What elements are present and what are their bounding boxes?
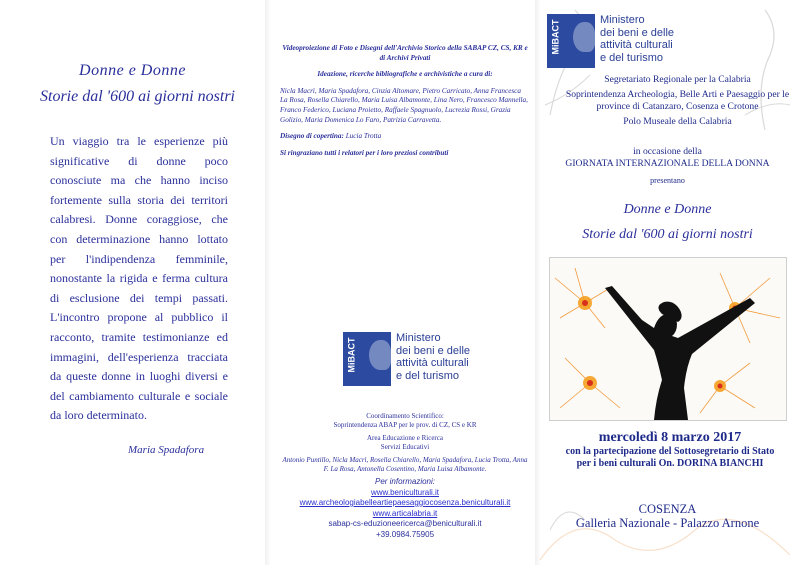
thanks-text: Si ringraziano tutti i relatori per i loro preziosi contributi	[280, 148, 449, 157]
link-soprintendenza[interactable]: www.archeologiabelleartiepaesaggiocosenza.beniculturali.it	[299, 498, 511, 507]
institution-1: Segretariato Regionale per la Calabria	[604, 74, 751, 85]
event-line-1: con la partecipazione del Sottosegretario di Stato	[565, 446, 775, 457]
logo-mark: MiBACT	[343, 332, 365, 386]
event-block	[545, 430, 795, 470]
logo-emblem-icon	[569, 14, 595, 68]
event-date: mercoledì 8 marzo 2017	[598, 430, 742, 445]
area-names: Antonio Puntillo, Nicla Macrì, Rosella Chiarello, Maria Spadafora, Lucia Trotta, Anna F. La Rosa, Antonella Cosentino, Maria Luisa Albamonte.	[282, 456, 528, 473]
left-title-line1: Donne e Donne	[79, 62, 186, 79]
left-title-line2: Storie dal '600 ai giorni nostri	[40, 88, 235, 105]
author-signature: Maria Spadafora	[128, 444, 205, 456]
ministry-logo	[343, 332, 470, 386]
event-city: COSENZA	[638, 502, 697, 516]
phone-contact: +39.0984.75905	[375, 529, 435, 539]
link-beniculturali[interactable]: www.beniculturali.it	[370, 487, 440, 497]
day-title: GIORNATA INTERNAZIONALE DELLA DONNA	[565, 158, 770, 169]
cover-artwork	[549, 257, 787, 421]
coordination-block	[280, 412, 530, 478]
ideation-names: Nicla Macrì, Maria Spadafora, Cinzia Altomare, Pietro Carricato, Anna Francesca La Rosa, Rosella Chiarello, Maria Luisa Albamonte, Lina Nero, Francesco Mannella, Franco Federico, Luciana Proietto, Raffaele Spagnuolo, Lucrezia Rossi, Grazia Golizio, Maria Domenica Lo Faro, Patrizia Carravetta.	[280, 86, 528, 124]
occasion-block	[535, 146, 800, 187]
ministry-logo-header	[547, 14, 674, 68]
cover-label: Disegno di copertina:	[280, 132, 344, 141]
info-label: Per informazioni:	[374, 477, 436, 486]
link-articalabria[interactable]: www.articalabria.it	[372, 508, 438, 518]
credits-block	[280, 44, 530, 165]
left-panel	[0, 0, 265, 565]
logo-mark: MiBACT	[547, 14, 569, 68]
cover-name: Lucia Trotta	[345, 132, 382, 141]
right-title-line1: Donne e Donne	[623, 202, 712, 217]
fold-shadow	[265, 0, 271, 565]
intro-text: Un viaggio tra le esperienze più significative di donne poco conosciute ma che hanno inciso fortemente sulla storia dei territori calabresi. Donne coraggiose, che con determinazione hanno lottato per l'indipendenza femminile, nonostante la rigida e ferma cultura di esclusione dei tempi passati. L'incontro propone al pubblico il racconto, tramite testimonianze ed immagini, dell'esperienza tracciata da queste donne in luoghi diversi e del cambiamento culturale e sociale da loro determinato.	[50, 134, 228, 423]
info-block	[280, 477, 530, 540]
event-venue: Galleria Nazionale - Palazzo Arnone	[575, 516, 760, 530]
sketch-decoration-bottom	[535, 470, 800, 565]
occasion-text: in occasione della	[633, 146, 702, 157]
institutions-block	[555, 74, 800, 131]
middle-panel	[265, 0, 535, 565]
ideation-label: Ideazione, ricerche bibliografiche e archivistiche a cura di:	[317, 70, 493, 79]
woman-silhouette-illustration	[550, 258, 786, 420]
area-label: Area Educazione e Ricerca Servizi Educativi	[367, 434, 443, 451]
projection-credit: Videoproiezione di Foto e Disegni dell'Archivio Storico della SABAP CZ, CS, KR e di Archivi Privati	[282, 44, 528, 62]
coord-label: Coordinamento Scientifico: Soprintendenza ABAP per le prov. di CZ, CS e KR	[333, 412, 477, 429]
right-title-line2: Storie dal '600 ai giorni nostri	[582, 227, 753, 242]
institution-2: Soprintendenza Archeologia, Belle Arti e Paesaggio per le province di Catanzaro, Cosenza e Crotone	[565, 89, 790, 112]
logo-text: Ministero dei beni e delle attività culturali e del turismo	[600, 14, 675, 64]
logo-text: Ministero dei beni e delle attività culturali e del turismo	[396, 332, 471, 382]
logo-emblem-icon	[365, 332, 391, 386]
institution-3: Polo Museale della Calabria	[623, 116, 732, 127]
email-contact[interactable]: sabap-cs-eduzioneericerca@beniculturali.it	[328, 519, 482, 528]
right-panel	[535, 0, 800, 565]
present-text: presentano	[650, 176, 685, 185]
event-line-2: per i beni culturali On. DORINA BIANCHI	[576, 458, 764, 469]
